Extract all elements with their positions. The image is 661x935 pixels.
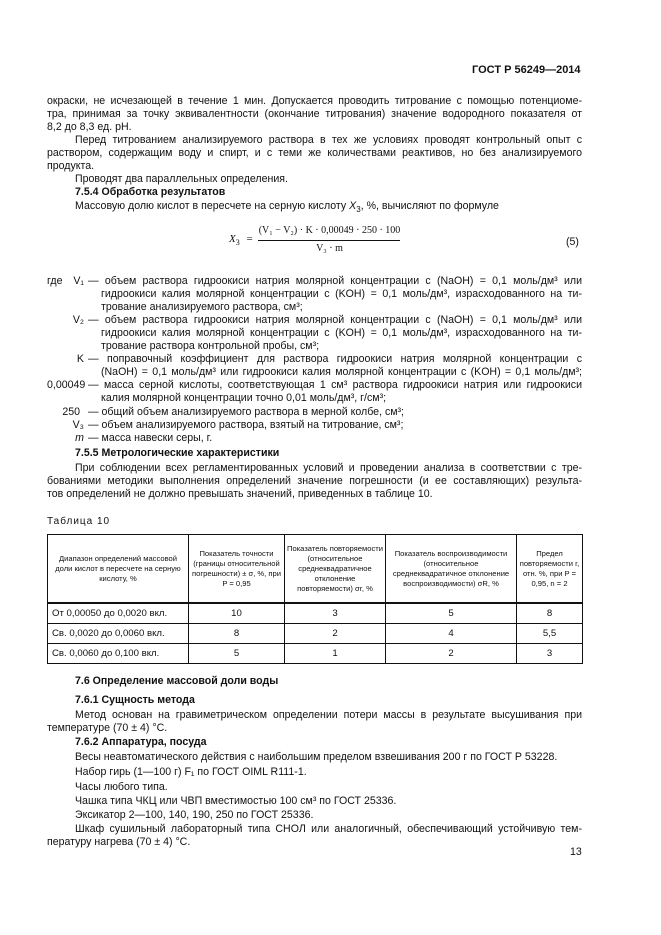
intro-line-3: 8,2 до 8,3 ед. pH. bbox=[47, 121, 132, 133]
page-number: 13 bbox=[570, 846, 582, 858]
table-header-repeat-limit: Предел повторяемости r, отн. %, при P = 0,95, n = 2 bbox=[517, 535, 583, 604]
section-762-line-3: Часы любого типа. bbox=[75, 781, 168, 793]
intro-line-6: продукта. bbox=[47, 160, 95, 172]
section-754-heading: 7.5.4 Обработка результатов bbox=[75, 186, 226, 198]
formula-number: (5) bbox=[566, 236, 579, 248]
def-sym-k: K bbox=[76, 353, 84, 365]
def-v1-line-3: трование анализируемого раствора, см³; bbox=[101, 301, 303, 313]
intro-line-4: Перед титрованием анализируемого раствора в тех же условиях проводят контрольный опыт с bbox=[75, 134, 582, 146]
def-sym-v2: V₂ bbox=[72, 314, 84, 326]
def-v2-line-3: трование раствора контрольной пробы, см³; bbox=[101, 340, 320, 352]
section-754-text-pre: Массовую долю кислот в пересчете на серную кислоту bbox=[75, 200, 350, 212]
def-m-line-1: — масса навески серы, г. bbox=[88, 432, 213, 444]
table-cell: Св. 0,0060 до 0,100 вкл. bbox=[48, 644, 189, 664]
section-762-line-1: Весы неавтоматического действия с наибольшим пределом взвешивания 200 г по ГОСТ Р 53228. bbox=[75, 751, 558, 763]
section-762-line-6: Шкаф сушильный лабораторный типа СНОЛ или аналогичный, обеспечивающий устойчивую тем- bbox=[75, 823, 582, 835]
formula-denominator: V₃ · m bbox=[316, 243, 343, 254]
table-cell: 5 bbox=[189, 644, 285, 664]
formula-lhs bbox=[229, 233, 253, 247]
section-761-line-1: Метод основан на гравиметрическом определении потери массы в результате высушивания при bbox=[75, 709, 582, 721]
def-sym-250: 250 bbox=[62, 406, 80, 418]
table-cell: От 0,00050 до 0,0020 вкл. bbox=[48, 603, 189, 624]
table-cell: 8 bbox=[517, 603, 583, 624]
section-755-heading: 7.5.5 Метрологические характеристики bbox=[75, 447, 280, 459]
def-v3-line-1: — объем анализируемого раствора, взятый на титрование, см³; bbox=[88, 419, 404, 431]
table-header-row bbox=[48, 535, 583, 604]
table-cell: 2 bbox=[386, 644, 517, 664]
table-header-repeatability: Показатель повторяемости (относительное среднеквадратичное отклонение повторяемости) σr, % bbox=[285, 535, 386, 604]
def-v2-line-1: — объем раствора гидроокиси натрия молярной концентрации c (NaOH) = 0,1 моль/дм³ или bbox=[88, 314, 582, 326]
section-754-symbol-sub: 3 bbox=[356, 205, 361, 215]
def-mass-coef-line-1: — масса серной кислоты, соответствующая 1 см³ раствора гидроокиси натрия или гидроокиси bbox=[88, 379, 582, 391]
def-sym-mass-coef: 0,00049 bbox=[47, 379, 86, 391]
section-754-symbol: X bbox=[349, 200, 357, 212]
formula-lhs-symbol: X bbox=[229, 233, 236, 245]
formula-numerator: (V₁ − V₂) · K · 0,00049 · 250 · 100 bbox=[258, 225, 401, 236]
def-sym-v3: V₃ bbox=[72, 419, 84, 431]
section-762-heading: 7.6.2 Аппаратура, посуда bbox=[75, 736, 207, 748]
intro-line-2: тра, принимая за точку эквивалентности (окончание титрования) значение водородного показателя от bbox=[47, 108, 582, 120]
section-754-text-post: , %, вычисляют по формуле bbox=[360, 200, 499, 212]
formula-eq: = bbox=[246, 233, 253, 245]
table-row bbox=[48, 603, 583, 624]
table-cell: 1 bbox=[285, 644, 386, 664]
formula-lhs-sub: 3 bbox=[235, 238, 240, 248]
formula-fraction-bar bbox=[258, 240, 400, 241]
section-762-line-4: Чашка типа ЧКЦ или ЧВП вместимостью 100 см³ по ГОСТ 25336. bbox=[75, 795, 397, 807]
def-sym-v1: V₁ bbox=[73, 275, 84, 287]
table-cell: 3 bbox=[285, 603, 386, 624]
def-v2-line-2: гидроокиси калия молярной концентрации c (KOH) = 0,1 моль/дм³, израсходованного на ти- bbox=[101, 327, 582, 339]
section-754-text bbox=[75, 200, 499, 216]
section-762-line-5: Эксикатор 2—100, 140, 190, 250 по ГОСТ 25336. bbox=[75, 809, 314, 821]
def-mass-coef-line-2: калия молярной концентрации точно 0,01 моль/дм³, г/см³; bbox=[101, 392, 387, 404]
def-v1-line-1: — объем раствора гидроокиси натрия молярной концентрации c (NaOH) = 0,1 моль/дм³ или bbox=[88, 275, 582, 287]
table-cell: 5 bbox=[386, 603, 517, 624]
table-cell: 5,5 bbox=[517, 624, 583, 644]
intro-line-7: Проводят два параллельных определения. bbox=[75, 173, 288, 185]
def-sym-m: m bbox=[75, 432, 84, 444]
table-cell: 2 bbox=[285, 624, 386, 644]
section-762-line-7: пературу нагрева (70 ± 4) °С. bbox=[47, 836, 191, 848]
table-cell: 10 bbox=[189, 603, 285, 624]
table-10 bbox=[47, 534, 583, 664]
table-row bbox=[48, 644, 583, 664]
table-row bbox=[48, 624, 583, 644]
table-cell: 3 bbox=[517, 644, 583, 664]
def-k-line-2: (NaOH) = 0,1 моль/дм³ или гидроокиси калия молярной концентрации c (KOH) = 0,1 моль/дм³; bbox=[101, 366, 582, 378]
section-755-line-3: тов определений не должно превышать значений, приведенных в таблице 10. bbox=[47, 488, 433, 500]
table-cell: 8 bbox=[189, 624, 285, 644]
def-250-line-1: — общий объем анализируемого раствора в мерной колбе, см³; bbox=[88, 406, 405, 418]
table-header-accuracy: Показатель точности (границы относительной погрешности) ± σ, %, при P = 0,95 bbox=[189, 535, 285, 604]
section-76-heading: 7.6 Определение массовой доли воды bbox=[75, 675, 279, 687]
table-cell: Св. 0,0020 до 0,0060 вкл. bbox=[48, 624, 189, 644]
def-v1-line-2: гидроокиси калия молярной концентрации c (KOH) = 0,1 моль/дм³, израсходованного на ти- bbox=[101, 288, 582, 300]
section-762-line-2: Набор гирь (1—100 г) F₁ по ГОСТ OIML R111-1. bbox=[75, 766, 307, 778]
table-header-range: Диапазон определений массовой доли кислот в пересчете на серную кислоту, % bbox=[48, 535, 189, 604]
section-761-line-2: температуре (70 ± 4) °С. bbox=[47, 722, 168, 734]
section-755-line-2: бованиями методики выполнения определений значение погрешности (и ее составляющих) результа- bbox=[47, 475, 582, 487]
section-755-line-1: При соблюдении всех регламентированных условий и проведении анализа в соответствии с тре- bbox=[75, 462, 582, 474]
where-word: где bbox=[47, 275, 63, 287]
standard-code: ГОСТ Р 56249—2014 bbox=[472, 64, 581, 76]
section-761-heading: 7.6.1 Сущность метода bbox=[75, 694, 195, 706]
intro-line-5: раствором, содержащим воду и спирт, и с теми же количествами реактивов, но без анализируемого bbox=[47, 147, 582, 159]
def-k-line-1: — поправочный коэффициент для раствора гидроокиси натрия молярной концентрации c bbox=[88, 353, 582, 365]
table-cell: 4 bbox=[386, 624, 517, 644]
intro-line-1: окраски, не исчезающей в течение 1 мин. Допускается проводить титрование с помощью потенциоме- bbox=[47, 95, 582, 107]
table-header-reproducibility: Показатель воспроизводимости (относительное среднеквадратичное отклонение воспроизводимости) σR, % bbox=[386, 535, 517, 604]
table-caption: Таблица 10 bbox=[47, 516, 111, 527]
